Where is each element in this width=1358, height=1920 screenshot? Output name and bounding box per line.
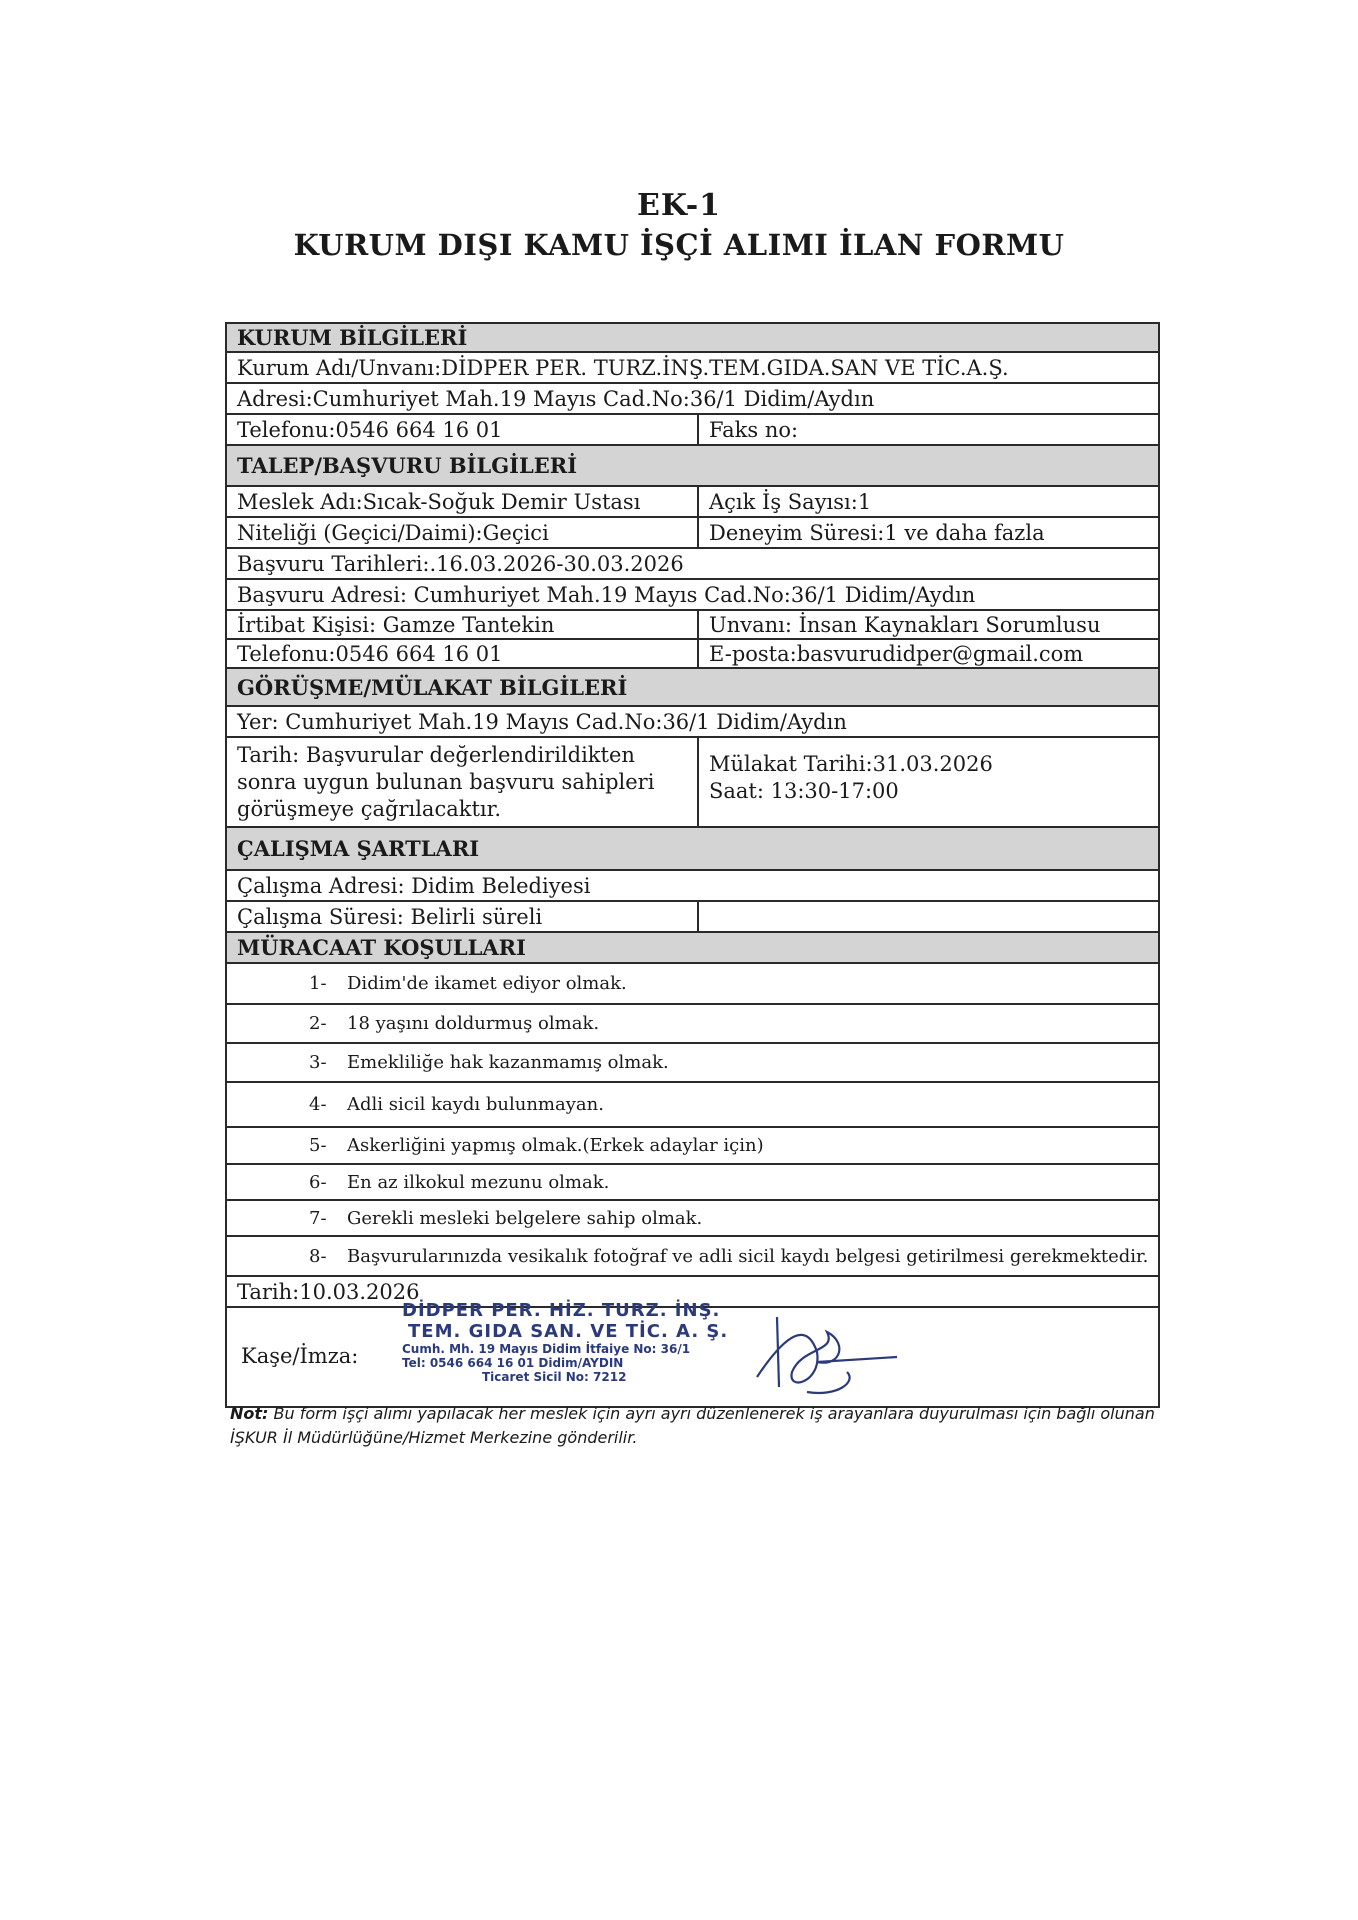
condition-number: 3- <box>309 1052 327 1073</box>
condition-text: Başvurularınızda vesikalık fotoğraf ve adli sicil kaydı belgesi getirilmesi gerekmektedir. <box>347 1245 1149 1267</box>
calisma-suresi: Çalışma Süresi: Belirli süreli <box>227 902 699 931</box>
mulakat-tarihi: Mülakat Tarihi:31.03.2026 <box>709 752 993 776</box>
calisma-empty-cell <box>699 902 1158 931</box>
condition-number: 4- <box>309 1094 327 1115</box>
section-calisma: ÇALIŞMA ŞARTLARI <box>225 828 1160 871</box>
talep-row-2 <box>225 518 1160 549</box>
kurum-contact-row <box>225 415 1160 446</box>
condition-number: 7- <box>309 1207 327 1229</box>
note-text: Bu form işçi alımı yapılacak her meslek için ayrı ayrı düzenlenerek iş arayanlara duyurulması için bağlı olunan İŞKUR İl Müdürlüğüne/Hizmet Merkezine gönderilir. <box>230 1404 1155 1447</box>
stamp-line-1: DİDPER PER. HİZ. TURZ. İNŞ. <box>402 1300 721 1321</box>
basvuru-tarihleri: Başvuru Tarihleri:.16.03.2026-30.03.2026 <box>225 549 1160 580</box>
talep-row-6 <box>225 640 1160 669</box>
condition-text: Emekliliğe hak kazanmamış olmak. <box>347 1052 669 1073</box>
condition-item <box>225 1044 1160 1083</box>
niteligi: Niteliği (Geçici/Daimi):Geçici <box>227 518 699 547</box>
stamp-line-4: Tel: 0546 664 16 01 Didim/AYDIN <box>402 1356 624 1370</box>
mulakat-info <box>699 738 1158 826</box>
kurum-telefon: Telefonu:0546 664 16 01 <box>227 415 699 444</box>
kase-imza-label: Kaşe/İmza: <box>241 1344 359 1368</box>
unvani: Unvanı: İnsan Kaynakları Sorumlusu <box>709 612 1101 637</box>
condition-item <box>225 1201 1160 1237</box>
note-label: Not: <box>230 1404 269 1423</box>
kurum-faks: Faks no: <box>709 417 799 442</box>
kurum-adres: Adresi:Cumhuriyet Mah.19 Mayıs Cad.No:36/1 Didim/Aydın <box>225 384 1160 415</box>
condition-item <box>225 964 1160 1005</box>
condition-text: 18 yaşını doldurmuş olmak. <box>347 1013 600 1034</box>
condition-number: 5- <box>309 1135 327 1156</box>
calisma-adresi: Çalışma Adresi: Didim Belediyesi <box>225 871 1160 902</box>
meslek-adi: Meslek Adı:Sıcak-Soğuk Demir Ustası <box>227 487 699 516</box>
footnote <box>230 1402 1170 1450</box>
kurum-adi: Kurum Adı/Unvanı:DİDPER PER. TURZ.İNŞ.TEM.GIDA.SAN VE TİC.A.Ş. <box>225 353 1160 384</box>
form-title: KURUM DIŞI KAMU İŞÇİ ALIMI İLAN FORMU <box>293 228 1065 262</box>
condition-item <box>225 1005 1160 1044</box>
announcement-form <box>225 322 1160 1408</box>
condition-text: Adli sicil kaydı bulunmayan. <box>347 1094 604 1115</box>
condition-item <box>225 1083 1160 1128</box>
condition-number: 1- <box>309 973 327 994</box>
acik-is-sayisi: Açık İş Sayısı:1 <box>709 489 872 514</box>
kase-imza-row <box>225 1300 1160 1408</box>
condition-item <box>225 1165 1160 1201</box>
irtibat-kisisi: İrtibat Kişisi: Gamze Tantekin <box>227 611 699 638</box>
stamp-line-3: Cumh. Mh. 19 Mayıs Didim İtfaiye No: 36/1 <box>402 1342 691 1356</box>
condition-text: Askerliğini yapmış olmak.(Erkek adaylar için) <box>347 1135 764 1156</box>
section-kurum: KURUM BİLGİLERİ <box>225 322 1160 353</box>
section-talep: TALEP/BAŞVURU BİLGİLERİ <box>225 446 1160 487</box>
calisma-row-2 <box>225 902 1160 933</box>
section-gorusme: GÖRÜŞME/MÜLAKAT BİLGİLERİ <box>225 669 1160 707</box>
stamp-line-2: TEM. GIDA SAN. VE TİC. A. Ş. <box>408 1321 729 1342</box>
mulakat-saat: Saat: 13:30-17:00 <box>709 779 899 803</box>
talep-telefon: Telefonu:0546 664 16 01 <box>227 640 699 667</box>
stamp-line-5: Ticaret Sicil No: 7212 <box>482 1370 627 1384</box>
gorusme-tarih-line-1: Tarih: Başvurular değerlendirildikten <box>237 742 635 767</box>
condition-number: 8- <box>309 1245 327 1267</box>
talep-row-5 <box>225 611 1160 640</box>
form-code: EK-1 <box>636 188 722 223</box>
condition-text: En az ilkokul mezunu olmak. <box>347 1171 610 1193</box>
gorusme-row-2 <box>225 738 1160 828</box>
form-tarih: Tarih:10.03.2026 <box>225 1277 1160 1308</box>
gorusme-tarih-line-3: görüşmeye çağrılacaktır. <box>237 796 502 821</box>
condition-text: Gerekli mesleki belgelere sahip olmak. <box>347 1207 703 1229</box>
gorusme-yer: Yer: Cumhuriyet Mah.19 Mayıs Cad.No:36/1 Didim/Aydın <box>225 707 1160 738</box>
condition-item <box>225 1237 1160 1277</box>
signature <box>747 1312 907 1402</box>
condition-number: 2- <box>309 1013 327 1034</box>
talep-row-1 <box>225 487 1160 518</box>
condition-item <box>225 1128 1160 1165</box>
gorusme-tarih-line-2: sonra uygun bulunan başvuru sahipleri <box>237 769 655 794</box>
deneyim-suresi: Deneyim Süresi:1 ve daha fazla <box>709 520 1045 545</box>
talep-eposta: E-posta:basvurudidper@gmail.com <box>709 641 1084 666</box>
gorusme-tarih <box>227 738 699 826</box>
condition-number: 6- <box>309 1171 327 1193</box>
basvuru-adresi: Başvuru Adresi: Cumhuriyet Mah.19 Mayıs Cad.No:36/1 Didim/Aydın <box>225 580 1160 611</box>
company-stamp <box>402 1300 728 1384</box>
condition-text: Didim'de ikamet ediyor olmak. <box>347 973 627 994</box>
section-muracaat: MÜRACAAT KOŞULLARI <box>225 933 1160 964</box>
